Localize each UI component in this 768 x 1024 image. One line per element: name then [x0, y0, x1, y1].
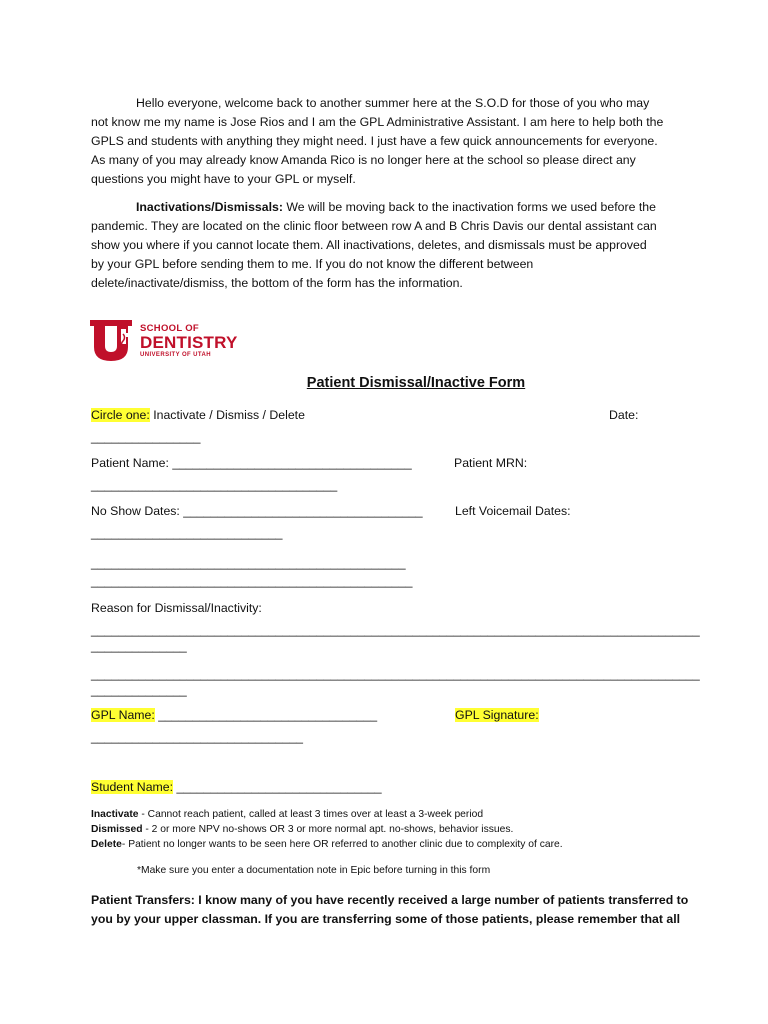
logo-line-3: UNIVERSITY OF UTAH — [140, 352, 211, 358]
circle-one-row — [91, 406, 305, 425]
logo-line-2: DENTISTRY — [140, 333, 238, 352]
blank-line[interactable]: ______________________________________________ — [91, 556, 406, 570]
inactivations-line: pandemic. They are located on the clinic floor between row A and B Chris Davis our dental assistant can — [91, 219, 657, 233]
patient-name-field[interactable]: Patient Name: ___________________________________ — [91, 456, 412, 470]
gpl-signature-field[interactable]: _______________________________ — [91, 730, 304, 744]
date-label: Date: — [609, 408, 639, 422]
intro-line: Hello everyone, welcome back to another summer here at the S.O.D for those of you who may — [136, 96, 650, 110]
student-name-label: Student Name: — [91, 780, 174, 794]
intro-line: questions you might have to your GPL or myself. — [91, 172, 356, 186]
form-title: Patient Dismissal/Inactive Form — [306, 375, 526, 391]
gpl-signature-label: GPL Signature: — [455, 708, 539, 722]
inactivations-line: by your GPL before sending them to me. If you do not know the different between — [91, 257, 534, 271]
status-options[interactable]: Inactivate / Dismiss / Delete — [149, 408, 305, 422]
intro-line: As many of you may already know Amanda Rico is no longer here at the school so please direct any — [91, 153, 636, 167]
voicemail-dates-field[interactable]: ____________________________ — [91, 526, 283, 540]
reason-line[interactable]: _________________________________________________________________________________________ — [91, 667, 700, 681]
school-of-dentistry-logo — [90, 320, 270, 364]
reason-line[interactable]: ______________ — [91, 683, 187, 697]
intro-line: GPLS and students with anything they might need. I just have a few quick announcements for everyone. — [91, 134, 658, 148]
transfers-heading: Patient Transfers: — [91, 893, 195, 907]
logo-line-1: SCHOOL OF — [140, 323, 199, 334]
patient-mrn-field[interactable]: ____________________________________ — [91, 478, 338, 492]
logo-text — [140, 324, 238, 359]
gpl-name-row — [91, 706, 377, 725]
inactivations-heading: Inactivations/Dismissals: — [136, 200, 283, 214]
documentation-note: *Make sure you enter a documentation note in Epic before turning in this form — [137, 865, 491, 876]
transfers-line: you by your upper classman. If you are transferring some of those patients, please remember that all — [91, 912, 681, 926]
gpl-name-field[interactable]: ________________________________ — [154, 708, 378, 722]
reason-line[interactable]: ______________ — [91, 639, 187, 653]
patient-mrn-label: Patient MRN: — [454, 456, 528, 470]
definition-delete: Delete- Patient no longer wants to be seen here OR referred to another clinic due to complexity of care. — [91, 839, 563, 850]
inactivations-line: show you where if you cannot locate them. All inactivations, deletes, and dismissals must be approved — [91, 238, 647, 252]
gpl-name-label: GPL Name: — [91, 708, 155, 722]
voicemail-dates-label: Left Voicemail Dates: — [455, 504, 571, 518]
no-show-dates-field[interactable]: No Show Dates: ___________________________________ — [91, 504, 423, 518]
blank-line[interactable]: _______________________________________________ — [91, 574, 413, 588]
intro-line: not know me my name is Jose Rios and I am the GPL Administrative Assistant. I am here to help both the — [91, 115, 664, 129]
date-field[interactable]: ________________ — [91, 430, 201, 444]
university-u-logo-icon — [90, 320, 132, 362]
student-name-row — [91, 778, 382, 797]
student-name-field[interactable]: ______________________________ — [173, 780, 382, 794]
reason-line[interactable]: _________________________________________________________________________________________ — [91, 623, 700, 637]
transfers-line: Patient Transfers: I know many of you have recently received a large number of patients transferred to — [91, 893, 689, 907]
inactivations-line: Inactivations/Dismissals: We will be moving back to the inactivation forms we used before the — [136, 200, 656, 214]
reason-label: Reason for Dismissal/Inactivity: — [91, 601, 262, 615]
definition-inactivate: Inactivate - Cannot reach patient, called at least 3 times over at least a 3-week period — [91, 809, 484, 820]
definition-dismissed: Dismissed - 2 or more NPV no-shows OR 3 or more normal apt. no-shows, behavior issues. — [91, 824, 514, 835]
circle-one-label: Circle one: — [91, 408, 150, 422]
inactivations-line: delete/inactivate/dismiss, the bottom of the form has the information. — [91, 276, 463, 290]
